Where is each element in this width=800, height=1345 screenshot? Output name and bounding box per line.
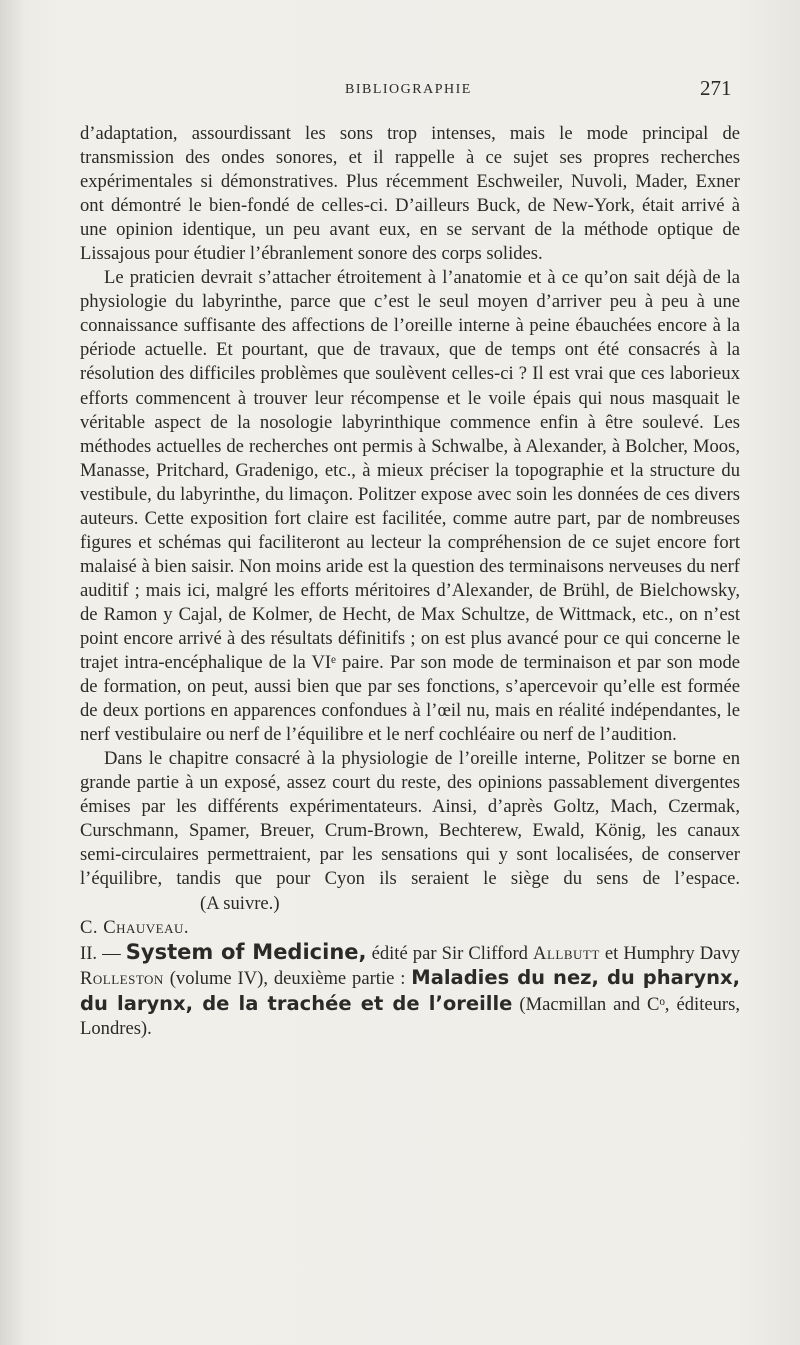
page-number: 271 — [700, 76, 732, 100]
page-header — [0, 78, 800, 102]
review-text-3: (volume IV), deuxième partie : — [163, 968, 412, 990]
signature — [80, 916, 740, 940]
review-title: System of Medicine, — [125, 939, 367, 964]
body-text — [80, 122, 740, 1042]
review-text-2: et Humphry Davy — [599, 942, 740, 964]
review-subtitle: Maladies du nez, du pharynx, du larynx, de la trachée et de l’oreille — [80, 966, 740, 1015]
review-number: II. — — [80, 942, 121, 964]
review-entry — [80, 940, 740, 1042]
paragraph-2: Le praticien devrait s’attacher étroitement à l’anatomie et à ce qu’on sait déjà de la physiologie du labyrinthe, parce que c’est le seul moyen d’arriver peu à peu à une connaissance suffisante des affections de l’oreille interne à peine ébauchées encore à la période actuelle. Et pourtant, que de travaux, que de temps ont été consacrés à la résolution des difficiles problèmes que soulèvent celles-ci ? Il est vrai que ces laborieux efforts commencent à trouver leur récompense et le voile épais qui nous masquait le véritable aspect de la nosologie labyrinthique commence enfin à être soulevé. Les méthodes actuelles de recherches ont permis à Schwalbe, à Alexander, à Bolcher, Moos, Manasse, Pritchard, Gradenigo, etc., à mieux préciser la topographie et la structure du vestibule, du labyrinthe, du limaçon. Politzer expose avec soin les données de ces divers auteurs. Cette exposition fort claire est facilitée, comme autre part, par de nombreuses figures et schémas qui faciliteront au lecteur la compréhension de ce sujet encore fort malaisé à bien saisir. Non moins aride est la question des terminaisons nerveuses du nerf auditif ; mais ici, malgré les efforts méritoires d’Alexander, de Brühl, de Bielchowsky, de Ramon y Cajal, de Kolmer, de Hecht, de Max Schultze, de Wittmack, etc., on n’est point encore arrivé à des résultats définitifs ; on est plus avancé pour ce qui concerne le trajet intra-encéphalique de la VIᵉ paire. Par son mode de terminaison et par son mode de formation, on peut, aussi bien que par ses fonctions, s’apercevoir qu’elle est formée de deux portions en apparences confondues à l’œil nu, mais en réalité indépendantes, le nerf vestibulaire ou nerf de l’équilibre et le nerf cochléaire ou nerf de l’audition. — [80, 267, 740, 746]
paragraph-1: d’adaptation, assourdissant les sons trop intenses, mais le mode principal de transmission des ondes sonores, et il rappelle à ce sujet ses propres recherches expérimentales si démonstratives. Plus récemment Eschweiler, Nuvoli, Mader, Exner ont démontré le bien-fondé de celles-ci. D’ailleurs Buck, de New-York, était arrivé à une opinion identique, un peu avant eux, en se servant de la méthode optique de Lissajous pour étudier l’ébranlement sonore des corps solides. — [80, 123, 740, 265]
running-head: BIBLIOGRAPHIE — [345, 82, 472, 97]
paragraph-3 — [80, 747, 740, 915]
a-suivre: (A suivre.) — [200, 892, 280, 914]
review-text-4: (Macmillan and Cᵒ, éditeurs, Londres). — [80, 993, 740, 1040]
review-editor-1: Allbutt — [533, 942, 600, 964]
review-text-1: édité par Sir Clifford — [366, 942, 534, 964]
author-signature: C. Chauveau. — [80, 916, 190, 938]
paragraph-3-text: Dans le chapitre consacré à la physiologie de l’oreille interne, Politzer se borne en grande partie à un exposé, assez court du reste, des opinions passablement divergentes émises par les différents expérimentateurs. Ainsi, d’après Goltz, Mach, Czermak, Curschmann, Spamer, Breuer, Crum-Brown, Bechterew, Ewald, König, les canaux semi-circulaires permettraient, par les sensations qui y sont localisées, de conserver l’équilibre, tandis que pour Cyon ils seraient le siège du sens de l’espace. — [80, 748, 740, 890]
review-editor-2: Rolleston — [80, 968, 164, 990]
